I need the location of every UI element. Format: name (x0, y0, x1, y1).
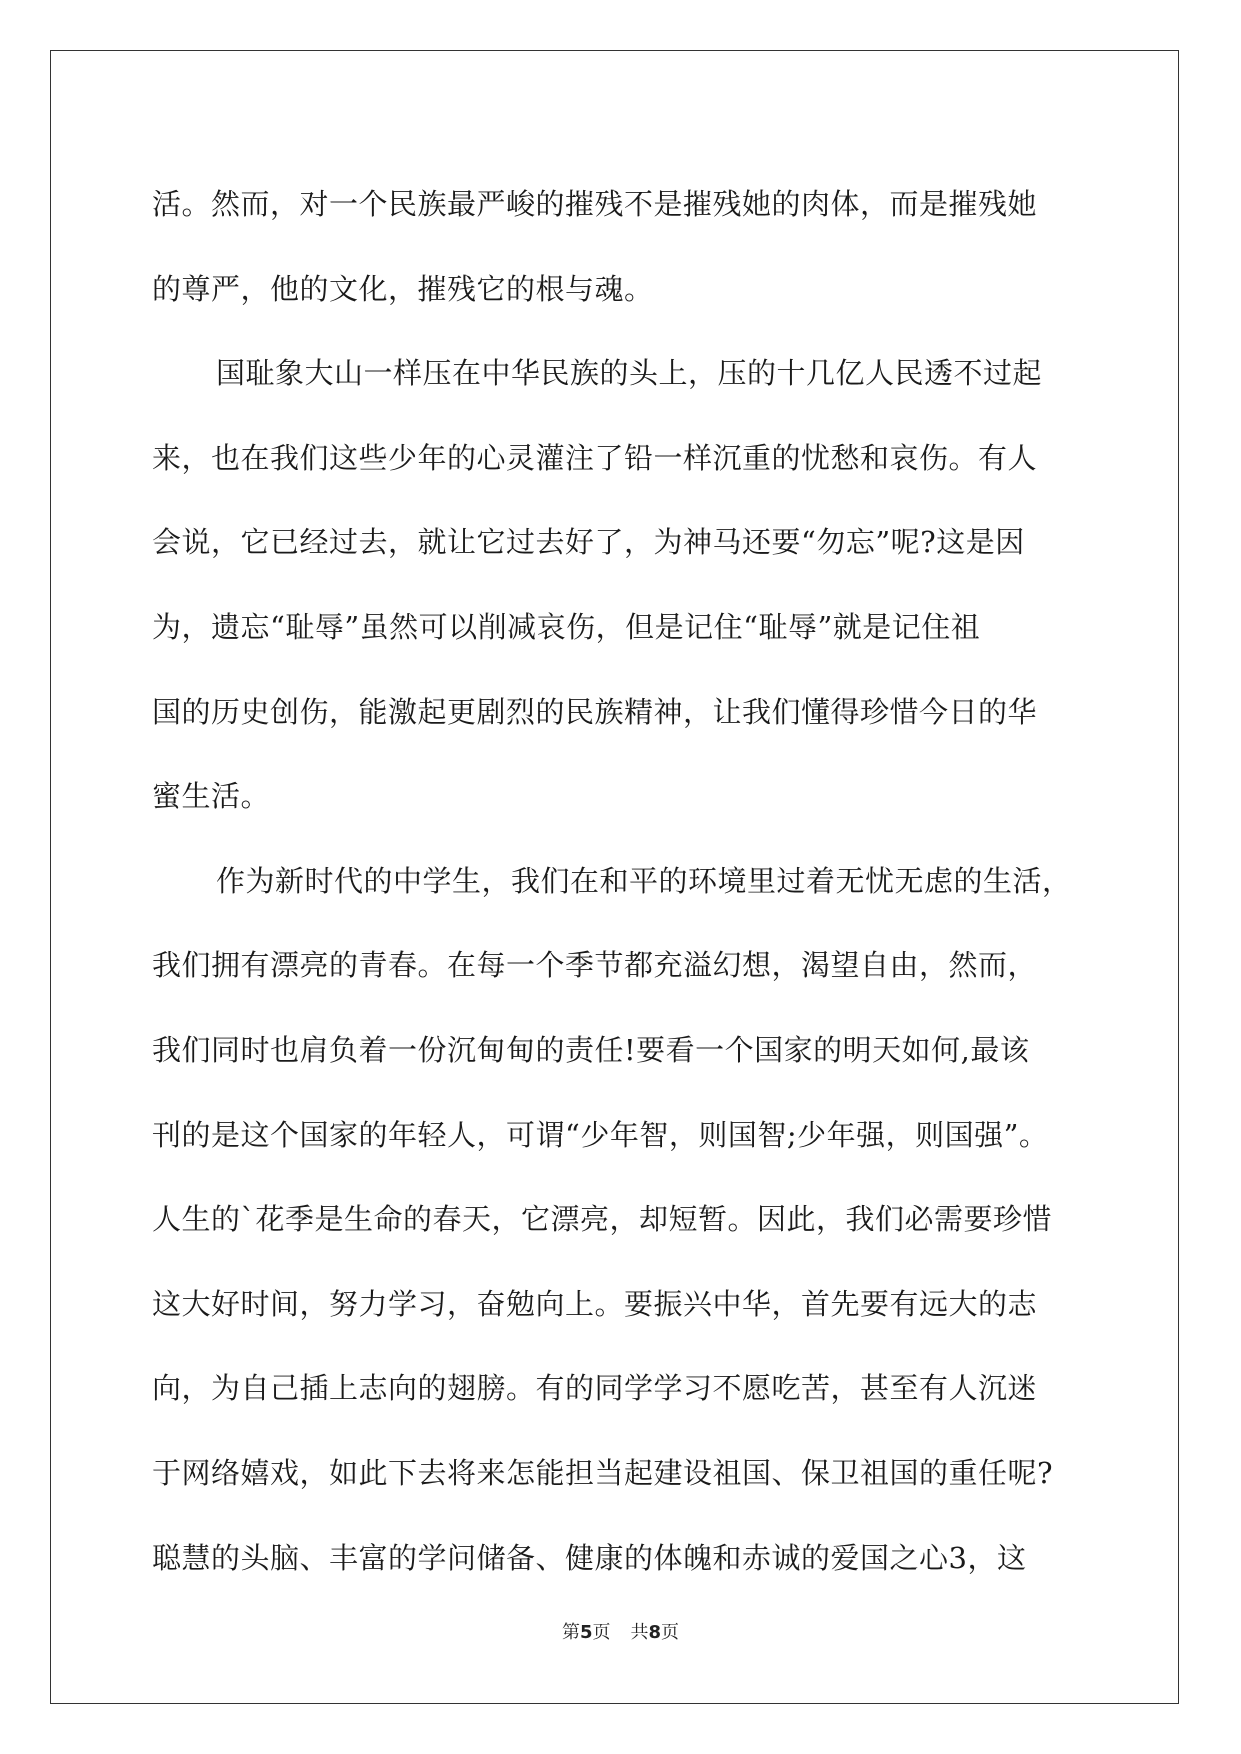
text-line: 为，遗忘“耻辱”虽然可以削减哀伤，但是记住“耻辱”就是记住祖 (152, 609, 981, 644)
text-line: 聪慧的头脑、丰富的学问储备、健康的体魄和赤诚的爱国之心3，这 (152, 1540, 1027, 1575)
text-line: 这大好时间，努力学习，奋勉向上。要振兴中华，首先要有远大的志 (152, 1286, 1038, 1321)
text-line: 的尊严，他的文化，摧残它的根与魂。 (152, 271, 654, 306)
text-line: 我们同时也肩负着一份沉甸甸的责任!要看一个国家的明天如何,最该 (152, 1032, 1030, 1067)
text-line: 国的历史创伤，能激起更剧烈的民族精神，让我们懂得珍惜今日的华 (152, 694, 1038, 729)
page-prefix: 第 (561, 1622, 580, 1643)
text-line: 来，也在我们这些少年的心灵灌注了铅一样沉重的忧愁和哀伤。有人 (152, 440, 1038, 475)
total-suffix: 页 (661, 1622, 680, 1643)
text-line: 刊的是这个国家的年轻人，可谓“少年智，则国智;少年强，则国强”。 (152, 1117, 1049, 1152)
document-body (152, 162, 1092, 1600)
text-line: 我们拥有漂亮的青春。在每一个季节都充溢幻想，渴望自由，然而， (152, 948, 1038, 983)
page-number: 5 (579, 1622, 593, 1643)
paragraph-start-line: 国耻象大山一样压在中华民族的头上，压的十几亿人民透不过起 (216, 356, 1043, 391)
total-pages: 8 (648, 1622, 662, 1643)
page-suffix: 页 (592, 1622, 611, 1643)
text-line: 活。然而，对一个民族最严峻的摧残不是摧残她的肉体，而是摧残她 (152, 187, 1038, 221)
text-line: 蜜生活。 (152, 779, 271, 814)
text-line: 会说，它已经过去，就让它过去好了，为神马还要“勿忘”呢?这是因 (152, 525, 1025, 560)
text-line: 于网络嬉戏，如此下去将来怎能担当起建设祖国、保卫祖国的重任呢? (152, 1455, 1054, 1490)
paragraph-start-line: 作为新时代的中学生，我们在和平的环境里过着无忧无虑的生活， (216, 863, 1072, 898)
text-line: 人生的`花季是生命的春天，它漂亮，却短暂。因此，我们必需要珍惜 (152, 1202, 1053, 1237)
text-line: 向，为自己插上志向的翅膀。有的同学学习不愿吃苦，甚至有人沉迷 (152, 1371, 1038, 1406)
page-footer (0, 1618, 1241, 1644)
total-prefix: 共 (630, 1622, 649, 1643)
